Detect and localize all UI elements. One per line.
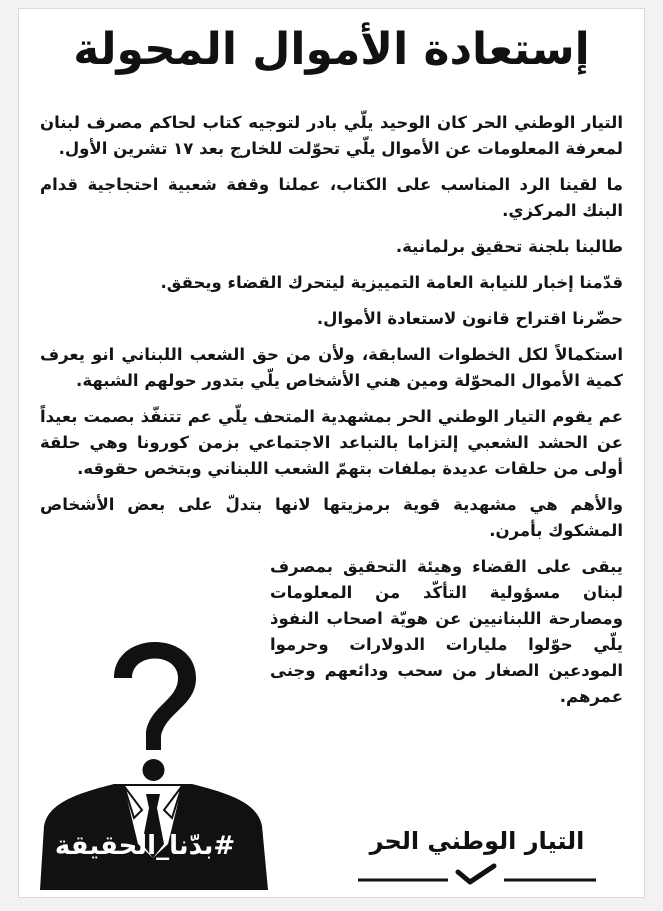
hashtag-label: #بدّنا_الحقيقة <box>54 831 236 861</box>
paragraph: حضّرنا اقتراح قانون لاستعادة الأموال. <box>316 309 623 328</box>
logo-text: التيار الوطني الحر <box>369 827 585 855</box>
paragraph: قدّمنا إخبار للنيابة العامة التمييزية ليتحرك القضاء ويحقق. <box>160 273 623 292</box>
paragraph: يبقى على القضاء وهيئة التحقيق بمصرف لبنان مسؤولية التأكّد من المعلومات ومصارحة اللبنانيين عن هويّة اصحاب النفوذ يلّي حوّلوا مليارات الدولارات وحرموا المودعين الصغار من سحب ودائعهم وجنى عمرهم. <box>270 557 623 706</box>
paragraph: عم يقوم التيار الوطني الحر بمشهدية المتحف يلّي عم تتنفّذ بصمت بعيداً عن الحشد الشعبي إلتزاما بالتباعد الاجتماعي بزمن كورونا وهي حلقة أولى من حلقات عديدة بملفات بتهمّ الشعب اللبناني وبتخص حقوقه. <box>40 407 623 478</box>
paragraph: ما لقينا الرد المناسب على الكتاب، عملنا وقفة شعبية احتجاجية قدام البنك المركزي. <box>40 175 623 220</box>
checkmark-underline-icon <box>352 858 602 890</box>
paragraph: والأهم هي مشهدية قوية برمزيتها لانها بتدلّ على بعض الأشخاص المشكوك بأمرن. <box>40 495 623 540</box>
party-logo <box>352 824 602 890</box>
paragraph: استكمالاً لكل الخطوات السابقة، ولأن من حق الشعب اللبناني انو يعرف كمية الأموال المحوّلة ومين هني الأشخاص يلّي بتدور حولهم الشبهة. <box>40 345 623 390</box>
paragraph: التيار الوطني الحر كان الوحيد يلّي بادر لتوجيه كتاب لحاكم مصرف لبنان لمعرفة المعلومات عن الأموال يلّي تحوّلت للخارج بعد ١٧ تشرين الأول. <box>40 113 623 158</box>
paragraph: طالبنا بلجنة تحقيق برلمانية. <box>395 237 623 256</box>
page-title: إستعادة الأموال المحولة <box>73 24 590 75</box>
